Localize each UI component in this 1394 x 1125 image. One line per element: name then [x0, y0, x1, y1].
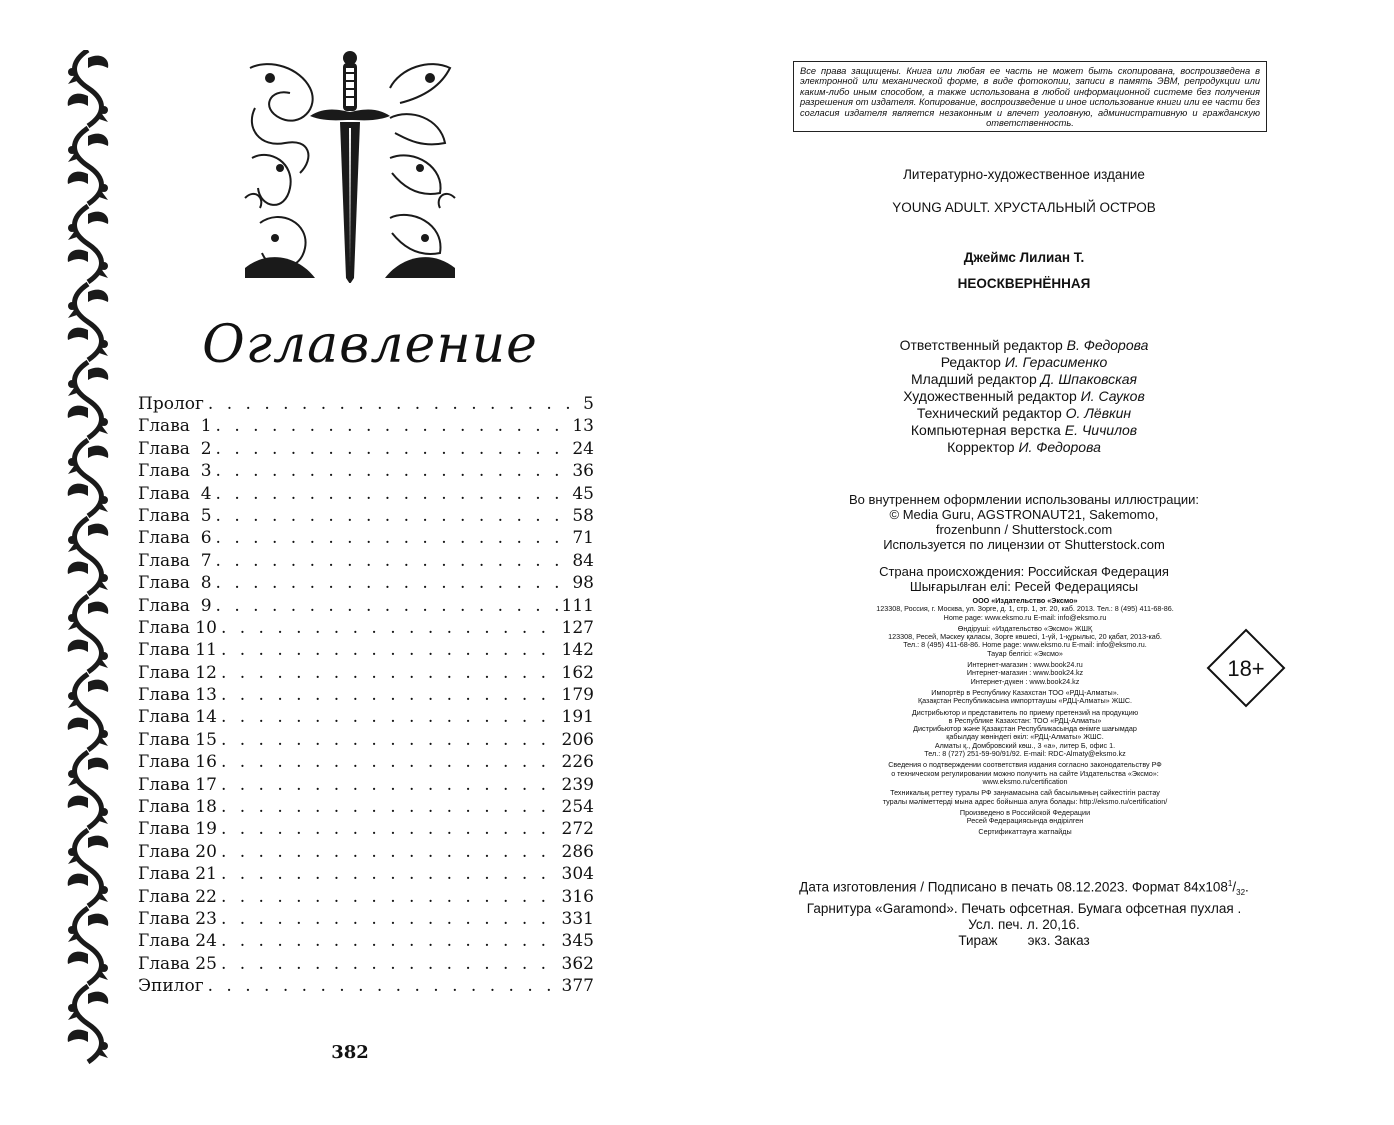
publisher-line: Сертификаттауға жатпайды [978, 827, 1072, 837]
staff-role: Ответственный редактор [899, 337, 1063, 353]
staff-line [790, 354, 1258, 371]
toc-entry-page: 127 [561, 617, 594, 638]
toc-leader-dots [216, 460, 571, 482]
toc-leader-dots [221, 953, 560, 975]
staff-name: О. Лёвкин [1065, 405, 1132, 421]
toc-entry-name: Глава 23 [138, 908, 217, 929]
vine-ornament [68, 128, 109, 204]
staff-name: И. Герасименко [1004, 354, 1108, 370]
publisher-line: Тауар белгісі: «Эксмо» [987, 648, 1063, 658]
vine-ornament [68, 596, 109, 672]
toc-entry-page: 84 [572, 550, 594, 571]
toc-entry-page: 71 [572, 528, 594, 549]
staff-name: И. Федорова [1018, 439, 1101, 455]
toc-entry-page: 142 [561, 640, 594, 661]
illustration-credit-line: © Media Guru, AGSTRONAUT21, Sakemomo, [889, 507, 1159, 522]
toc-row [138, 796, 594, 818]
toc-row [138, 438, 594, 460]
toc-entry-name: Эпилог [138, 976, 204, 997]
imprint-block [790, 876, 1258, 949]
staff-role: Корректор [947, 439, 1015, 455]
vine-ornament [68, 284, 109, 360]
toc-entry-name: Глава 25 [138, 953, 217, 974]
toc-row [138, 818, 594, 840]
toc-row [138, 684, 594, 706]
editorial-staff [790, 337, 1258, 456]
toc-heading: Оглавление [202, 315, 538, 375]
publisher-line: Home page: www.eksmo.ru E-mail: info@eksmo.ru [943, 612, 1107, 622]
publisher-line: Өндіруші: «Издательство «Эксмо» ЖШҚ [957, 623, 1093, 633]
toc-entry-page: 162 [561, 662, 594, 683]
toc-row [138, 415, 594, 437]
imprint-line-1: Дата изготовления / Подписано в печать 08.12.2023. Формат $84x108^1/_{32}$. [799, 879, 1249, 898]
toc-row [138, 886, 594, 908]
toc-leader-dots [221, 751, 560, 773]
publisher-line: Интернет-магазин : www.book24.kz [966, 668, 1084, 678]
copyright-notice: Все права защищены. Книга или любая ее часть не может быть скопирована, воспроизведена в электронной или механической форме, в виде фотокопии, записи в память ЭВМ, репродукции или каким-либо иным способом, а также использована в любой информационной системе без получения разрешения от издателя. Копирование, воспроизведение и иное использование книги или ее части без согласия издателя является незаконным и влечет уголовную, административную и гражданскую ответственность. [793, 61, 1267, 132]
toc-leader-dots [221, 908, 560, 930]
vine-ornament [68, 830, 109, 906]
toc-entry-page: 111 [561, 595, 594, 616]
staff-line [790, 371, 1258, 388]
publisher-info [840, 597, 1210, 837]
toc-leader-dots [216, 595, 560, 617]
toc-leader-dots [221, 774, 560, 796]
staff-name: Д. Шпаковская [1040, 371, 1138, 387]
toc-entry-page: 362 [561, 953, 594, 974]
toc-leader-dots [221, 930, 560, 952]
origin-line: Шығарылған елі: Ресей Федерациясы [909, 579, 1139, 594]
toc-entry-page: 98 [572, 573, 594, 594]
toc-entry-name: Глава 19 [138, 819, 217, 840]
publisher-line: Сведения о подтверждении соответствия издания согласно законодательству РФ [888, 760, 1162, 770]
toc-entry-name: Глава 15 [138, 729, 217, 750]
toc-entry-page: 316 [561, 886, 594, 907]
toc-entry-name: Глава 13 [138, 685, 217, 706]
toc-row [138, 572, 594, 594]
table-of-contents [138, 393, 594, 998]
staff-role: Художественный редактор [903, 388, 1077, 404]
toc-entry-page: 206 [561, 729, 594, 750]
page-number [330, 1040, 370, 1062]
toc-leader-dots [221, 729, 560, 751]
toc-entry-page: 239 [561, 774, 594, 795]
toc-entry-page: 191 [561, 707, 594, 728]
toc-entry-page: 58 [572, 505, 594, 526]
toc-entry-name: Глава 2 [138, 438, 212, 459]
toc-leader-dots [221, 706, 560, 728]
toc-entry-page: 377 [561, 976, 594, 997]
publisher-line: 123308, Россия, г. Москва, ул. Зорге, д. 1, стр. 1, эт. 20, каб. 2013. Тел.: 8 (495) 411-68-86. [876, 604, 1174, 614]
toc-leader-dots [221, 662, 560, 684]
toc-leader-dots [216, 483, 571, 505]
toc-entry-name: Глава 11 [138, 640, 217, 661]
illustration-credit-line: frozenbunn / Shutterstock.com [935, 522, 1113, 537]
vine-ornament [68, 752, 109, 828]
toc-entry-name: Глава 16 [138, 752, 217, 773]
publisher-line: Интернет-дүкен : www.book24.kz [970, 676, 1080, 686]
illustration-credits [790, 492, 1258, 552]
toc-leader-dots [208, 975, 560, 997]
toc-entry-name: Глава 4 [138, 483, 212, 504]
staff-name: В. Федорова [1066, 337, 1149, 353]
toc-row [138, 527, 594, 549]
toc-leader-dots [221, 818, 560, 840]
toc-row [138, 460, 594, 482]
toc-entry-page: 24 [572, 438, 594, 459]
toc-entry-page: 254 [561, 797, 594, 818]
ornamental-border [60, 50, 116, 1075]
toc-entry-name: Глава 3 [138, 461, 212, 482]
toc-leader-dots [216, 438, 571, 460]
publisher-line: в Республике Казахстан: ТОО «РДЦ-Алматы» [948, 715, 1102, 725]
toc-entry-page: 286 [561, 841, 594, 862]
toc-entry-name: Глава 12 [138, 662, 217, 683]
toc-row [138, 550, 594, 572]
imprint-line-2: Гарнитура «Garamond». Печать офсетная. Бумага офсетная пухлая . [806, 901, 1242, 917]
toc-leader-dots [216, 527, 571, 549]
publisher-line: қабылдау жөніндегі өкіл: «РДЦ-Алматы» ЖШС. [946, 732, 1104, 742]
toc-row [138, 729, 594, 751]
edition-type: Литературно-художественное издание [903, 167, 1145, 182]
age-rating-badge [1206, 628, 1286, 708]
publisher-line: Техникалық реттеу туралы РФ заңнамасына сай басылымның сәйкестігін растау [890, 788, 1160, 798]
toc-row [138, 393, 594, 415]
toc-row [138, 505, 594, 527]
toc-row [138, 930, 594, 952]
toc-entry-name: Глава 18 [138, 797, 217, 818]
dagger-illustration [240, 48, 460, 283]
toc-entry-page: 226 [561, 752, 594, 773]
toc-entry-page: 45 [572, 483, 594, 504]
toc-entry-page: 179 [561, 685, 594, 706]
toc-entry-name: Глава 14 [138, 707, 217, 728]
publisher-line: Тел.: 8 (495) 411-68-86. Home page: www.eksmo.ru E-mail: info@eksmo.ru. [903, 640, 1147, 650]
staff-role: Технический редактор [916, 405, 1062, 421]
publisher-line: Дистрибьютор және Қазақстан Республикасында өнімге шағымдар [913, 724, 1137, 734]
toc-row [138, 975, 594, 997]
staff-name: Е. Чичилов [1064, 422, 1138, 438]
toc-entry-name: Глава 22 [138, 886, 217, 907]
staff-role: Компьютерная верстка [910, 422, 1061, 438]
vine-ornament [68, 986, 109, 1062]
toc-row [138, 751, 594, 773]
toc-leader-dots [216, 505, 571, 527]
staff-line [790, 337, 1258, 354]
staff-line [790, 422, 1258, 439]
toc-entry-name: Глава 24 [138, 931, 217, 952]
publisher-line: о техническом регулировании можно получить на сайте Издательства «Эксмо»: [891, 768, 1159, 778]
publisher-line: www.eksmo.ru/certification [982, 776, 1068, 786]
illustration-credit-line: Во внутреннем оформлении использованы иллюстрации: [848, 492, 1200, 507]
toc-row [138, 953, 594, 975]
book-title: НЕОСКВЕРНЁННАЯ [957, 276, 1091, 291]
toc-row [138, 662, 594, 684]
publisher-line: Импортёр в Республику Казахстан ТОО «РДЦ-Алматы». [931, 687, 1119, 697]
toc-entry-page: 5 [583, 394, 594, 414]
country-of-origin [790, 564, 1258, 594]
author-name: Джеймс Лилиан Т. [963, 250, 1085, 265]
toc-entry-name: Пролог [138, 394, 204, 414]
toc-entry-page: 331 [561, 908, 594, 929]
staff-role: Редактор [940, 354, 1001, 370]
toc-leader-dots [221, 639, 560, 661]
toc-entry-name: Глава 10 [138, 617, 217, 638]
toc-entry-name: Глава 7 [138, 550, 212, 571]
vine-ornament [68, 908, 109, 984]
toc-row [138, 483, 594, 505]
vine-ornament [68, 674, 109, 750]
toc-row [138, 595, 594, 617]
staff-line [790, 439, 1258, 456]
page-number-text: 382 [331, 1042, 369, 1062]
toc-leader-dots [221, 617, 560, 639]
toc-entry-name: Глава 9 [138, 595, 212, 616]
toc-row [138, 841, 594, 863]
toc-entry-name: Глава 1 [138, 416, 212, 437]
vine-ornament [68, 518, 109, 594]
toc-row [138, 706, 594, 728]
vine-ornament [68, 362, 109, 438]
imprint-line-4: Тираж экз. Заказ [958, 933, 1090, 949]
publisher-line: 123308, Ресей, Мәскеу қаласы, Зорге көшесі, 1-үй, 1-құрылыс, 20 қабат, 2013-каб. [888, 632, 1162, 642]
toc-entry-page: 36 [572, 461, 594, 482]
toc-leader-dots [208, 393, 581, 415]
vine-ornament [68, 440, 109, 516]
toc-row [138, 639, 594, 661]
vine-ornament [68, 50, 109, 126]
toc-row [138, 774, 594, 796]
toc-entry-page: 304 [561, 864, 594, 885]
origin-line: Страна происхождения: Российская Федерация [879, 564, 1169, 579]
publisher-line: Алматы қ., Домбровский көш., 3 «а», литер Б, офис 1. [934, 740, 1116, 750]
toc-leader-dots [221, 863, 560, 885]
toc-entry-name: Глава 8 [138, 573, 212, 594]
staff-line [790, 388, 1258, 405]
toc-entry-page: 13 [572, 416, 594, 437]
publisher-line: туралы мәліметтерді мына адрес бойынша алуға болады: http://eksmo.ru/certification/ [882, 796, 1168, 806]
illustration-credit-line: Используется по лицензии от Shutterstock.com [883, 537, 1165, 552]
toc-entry-name: Глава 6 [138, 528, 212, 549]
toc-entry-name: Глава 17 [138, 774, 217, 795]
publisher-line: Ресей Федерациясында өндірілген [966, 816, 1084, 826]
publisher-line: Дистрибьютор и представитель по приему претензий на продукцию [911, 707, 1139, 717]
toc-leader-dots [216, 550, 571, 572]
series-title: YOUNG ADULT. ХРУСТАЛЬНЫЙ ОСТРОВ [892, 200, 1156, 215]
toc-leader-dots [221, 796, 560, 818]
toc-row [138, 863, 594, 885]
staff-role: Младший редактор [910, 371, 1037, 387]
imprint-line-3: Усл. печ. л. 20,16. [968, 917, 1080, 933]
publisher-line: Тел.: 8 (727) 251-59-90/91/92. E-mail: RDC-Almaty@eksmo.kz [924, 749, 1126, 759]
toc-entry-page: 345 [561, 931, 594, 952]
toc-row [138, 908, 594, 930]
publisher-line: Қазақстан Республикасына импорттаушы «РДЦ-Алматы» ЖШС. [917, 696, 1133, 706]
publisher-line: Произведено в Российской Федерации [959, 807, 1091, 817]
toc-leader-dots [221, 684, 560, 706]
publisher-line: Интернет-магазин : www.book24.ru [967, 660, 1083, 670]
staff-line [790, 405, 1258, 422]
age-rating-text: 18+ [1227, 656, 1265, 681]
toc-leader-dots [221, 841, 560, 863]
staff-name: И. Сауков [1080, 388, 1145, 404]
toc-entry-name: Глава 5 [138, 505, 212, 526]
toc-leader-dots [216, 415, 571, 437]
toc-entry-name: Глава 20 [138, 841, 217, 862]
toc-leader-dots [221, 886, 560, 908]
toc-leader-dots [216, 572, 571, 594]
toc-row [138, 617, 594, 639]
toc-entry-page: 272 [561, 819, 594, 840]
publisher-line: ООО «Издательство «Эксмо» [972, 596, 1078, 605]
toc-entry-name: Глава 21 [138, 864, 217, 885]
vine-ornament [68, 206, 109, 282]
